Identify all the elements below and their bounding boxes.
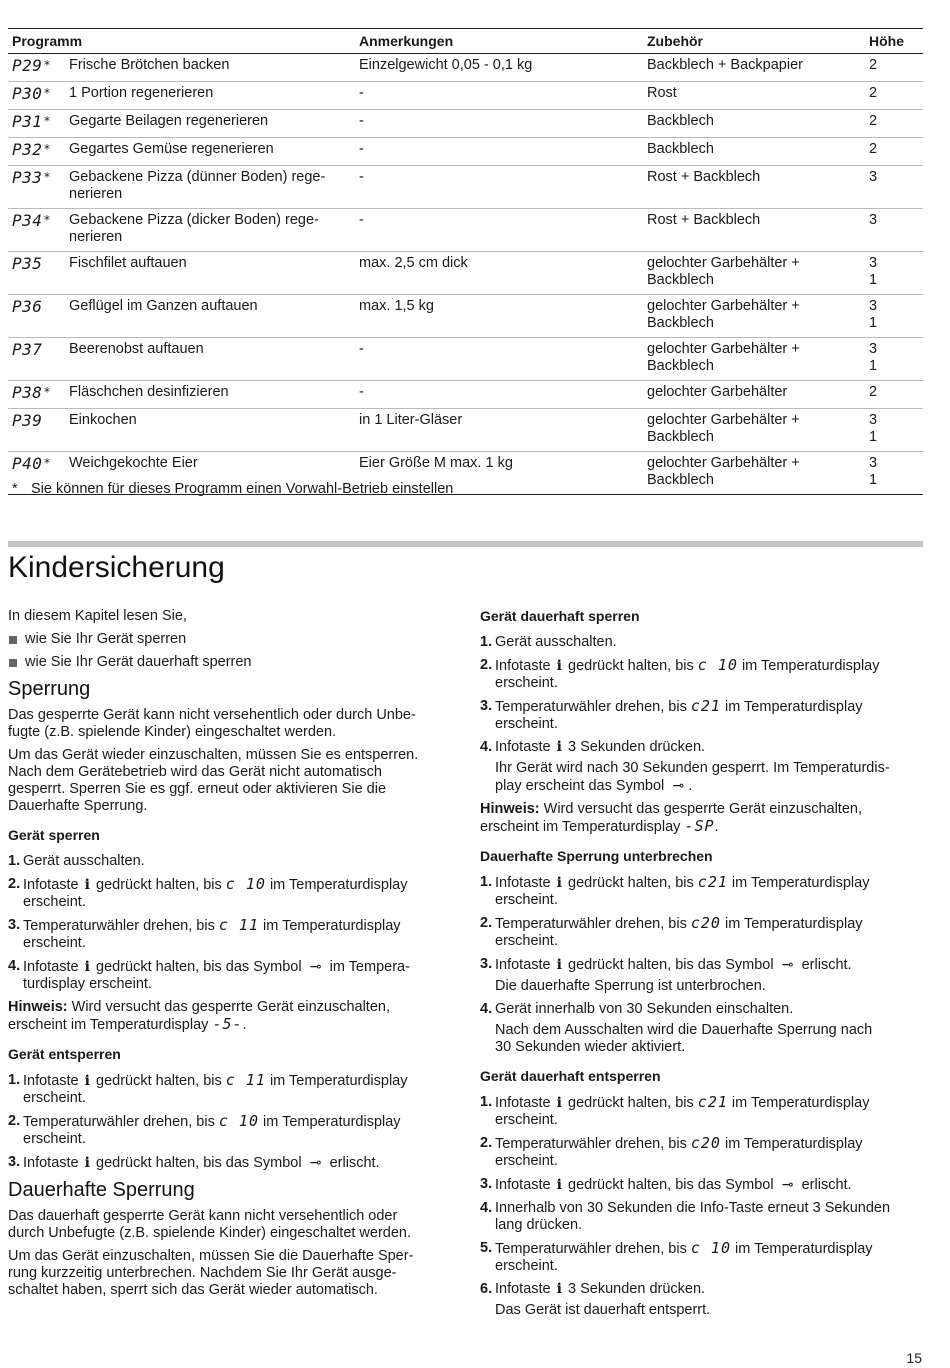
accessory-cell: Backblech + Backpapier	[647, 57, 803, 73]
list-item: wie Sie Ihr Gerät dauerhaft sperren	[8, 654, 448, 671]
display-code: c21	[697, 873, 728, 891]
info-key-icon: i	[84, 1073, 90, 1089]
step: 3. Infotaste i gedrückt halten, bis das Symbol ⊸ erlischt.	[8, 1154, 380, 1171]
accessory-cell: gelochter Garbehälter + Backblech	[647, 341, 800, 374]
lock-key-icon: ⊸	[309, 958, 322, 974]
display-code: c21	[690, 697, 721, 715]
notes-cell: in 1 Liter-Gläser	[359, 412, 463, 428]
accessory-cell: gelochter Garbehälter + Backblech	[647, 455, 800, 488]
display-code: c 10	[697, 656, 738, 674]
header-accessory: Zubehör	[647, 32, 703, 49]
display-code: -SP	[684, 817, 715, 835]
program-name: Geflügel im Ganzen auftauen	[69, 298, 258, 314]
height-cell: 2	[869, 113, 878, 129]
info-key-icon: i	[556, 875, 562, 891]
height-cell: 3	[869, 212, 878, 228]
lock-key-icon: ⊸	[309, 1154, 322, 1170]
lock-key-icon: ⊸	[781, 956, 794, 972]
height-cell: 2	[869, 57, 878, 73]
height-cell: 2	[869, 141, 878, 157]
paragraph: Um das Gerät einzuschalten, müssen Sie die Dauerhafte Sper- rung kurzzeitig unterbrechen. Nachdem Sie Ihr Gerät ausge- schaltet haben, sperrt sich das Gerät wieder automatisch.	[8, 1248, 414, 1298]
program-cell	[8, 341, 359, 375]
program-name: Fischfilet auftauen	[69, 255, 187, 271]
info-key-icon: i	[84, 877, 90, 893]
program-cell	[8, 169, 359, 203]
accessory-cell: Rost	[647, 85, 677, 101]
intro-text: In diesem Kapitel lesen Sie,	[8, 608, 187, 624]
height-cell: 2	[869, 384, 878, 400]
accessory-cell: gelochter Garbehälter	[647, 384, 788, 400]
step: 2. Temperaturwähler drehen, bis c 10 im Temperaturdisplay erscheint.	[8, 1112, 401, 1147]
step: 5. Temperaturwähler drehen, bis c 10 im Temperaturdisplay erscheint.	[480, 1239, 873, 1274]
height-cell: 2	[869, 85, 878, 101]
step: 1. Gerät ausschalten.	[8, 853, 145, 869]
accessory-cell: gelochter Garbehälter + Backblech	[647, 412, 800, 445]
accessory-cell: Rost + Backblech	[647, 169, 761, 185]
accessory-cell: Backblech	[647, 113, 714, 129]
table-row	[8, 338, 923, 381]
bullet-icon	[9, 659, 17, 667]
step: 1. Gerät ausschalten.	[480, 634, 617, 650]
height-cell: 3 1	[869, 455, 878, 488]
display-code: c 11	[218, 916, 259, 934]
heading-unterbrechen: Dauerhafte Sperrung unterbrechen	[480, 848, 713, 864]
program-code: P30*	[12, 84, 52, 103]
table-row	[8, 138, 923, 166]
step: 6. Infotaste i 3 Sekunden drücken. Das Gerät ist dauerhaft entsperrt.	[480, 1281, 711, 1318]
program-cell	[8, 85, 359, 104]
paragraph: Das gesperrte Gerät kann nicht versehentlich oder durch Unbe- fugte (z.B. spielende Kinder) eingeschaltet werden.	[8, 707, 416, 740]
program-name: Gebackene Pizza (dünner Boden) rege- nerieren	[69, 169, 326, 202]
step: 3. Temperaturwähler drehen, bis c 11 im Temperaturdisplay erscheint.	[8, 916, 401, 951]
step: 4. Infotaste i 3 Sekunden drücken. Ihr Gerät wird nach 30 Sekunden gesperrt. Im Temperaturdis- play erscheint das Symbol ⊸ .	[480, 739, 890, 794]
display-code: -5-	[212, 1015, 243, 1033]
program-cell	[8, 141, 359, 160]
program-name: Weichgekochte Eier	[69, 455, 198, 471]
heading-dauerhaft-sperren: Gerät dauerhaft sperren	[480, 608, 640, 624]
header-notes: Anmerkungen	[359, 32, 454, 49]
height-cell: 3 1	[869, 341, 878, 374]
page-number: 15	[906, 1350, 922, 1366]
info-key-icon: i	[84, 1155, 90, 1171]
display-code: c 10	[690, 1239, 731, 1257]
display-code: c 10	[218, 1112, 259, 1130]
table-row	[8, 409, 923, 452]
display-code: c 10	[225, 875, 266, 893]
notes-cell: -	[359, 141, 364, 157]
notes-cell: -	[359, 212, 364, 228]
step: 1. Infotaste i gedrückt halten, bis c21 im Temperaturdisplay erscheint.	[480, 1093, 870, 1128]
info-key-icon: i	[556, 658, 562, 674]
program-code: P29*	[12, 56, 52, 75]
height-cell: 3 1	[869, 255, 878, 288]
program-cell	[8, 298, 359, 332]
table-row	[8, 110, 923, 138]
program-code: P37	[12, 340, 43, 359]
program-cell	[8, 113, 359, 132]
program-code: P38*	[12, 383, 52, 402]
table-footnote: * Sie können für dieses Programm einen Vorwahl-Betrieb einstellen	[12, 481, 454, 497]
section-rule	[8, 541, 923, 547]
height-cell: 3	[869, 169, 878, 185]
step: 4. Gerät innerhalb von 30 Sekunden einschalten. Nach dem Ausschalten wird die Dauerhafte Sperrung nach 30 Sekunden wieder aktiviert.	[480, 1001, 873, 1055]
program-code: P39	[12, 411, 43, 430]
heading-dauerhafte-sperrung: Dauerhafte Sperrung	[8, 1179, 195, 1201]
program-code: P32*	[12, 140, 52, 159]
step: 2. Infotaste i gedrückt halten, bis c 10 im Temperaturdisplay erscheint.	[8, 875, 408, 910]
section-title: Kindersicherung	[8, 551, 225, 584]
notes-cell: -	[359, 85, 364, 101]
notes-cell: Einzelgewicht 0,05 - 0,1 kg	[359, 57, 533, 73]
step: 3. Infotaste i gedrückt halten, bis das Symbol ⊸ erlischt. Die dauerhafte Sperrung ist unterbrochen.	[480, 956, 852, 994]
bullet-icon	[9, 636, 17, 644]
notes-cell: Eier Größe M max. 1 kg	[359, 455, 513, 471]
program-cell	[8, 412, 359, 446]
step: 4. Innerhalb von 30 Sekunden die Info-Taste erneut 3 Sekunden lang drücken.	[480, 1200, 891, 1233]
step: 2. Temperaturwähler drehen, bis c20 im Temperaturdisplay erscheint.	[480, 914, 863, 949]
step: 1. Infotaste i gedrückt halten, bis c21 im Temperaturdisplay erscheint.	[480, 873, 870, 908]
program-cell	[8, 57, 359, 76]
paragraph: Um das Gerät wieder einzuschalten, müssen Sie es entsperren. Nach dem Gerätebetrieb wird das Gerät nicht automatisch gesperrt. Sperren Sie es ggf. erneut oder aktivieren Sie die Dauerhafte Sperrung.	[8, 747, 419, 814]
info-key-icon: i	[556, 1095, 562, 1111]
info-key-icon: i	[556, 1281, 562, 1297]
notes-cell: -	[359, 169, 364, 185]
info-key-icon: i	[556, 1177, 562, 1193]
program-name: Frische Brötchen backen	[69, 57, 230, 73]
height-cell: 3 1	[869, 412, 878, 445]
step: 1. Infotaste i gedrückt halten, bis c 11 im Temperaturdisplay erscheint.	[8, 1071, 408, 1106]
program-code: P35	[12, 254, 43, 273]
display-code: c20	[690, 1134, 721, 1152]
program-code: P33*	[12, 168, 52, 187]
accessory-cell: gelochter Garbehälter + Backblech	[647, 255, 800, 288]
program-name: Fläschchen desinfizieren	[69, 384, 229, 400]
hint: Hinweis: Wird versucht das gesperrte Gerät einzuschalten, erscheint im Temperaturdisplay -5-.	[8, 999, 390, 1033]
heading-geraet-sperren: Gerät sperren	[8, 827, 100, 843]
step: 3. Infotaste i gedrückt halten, bis das Symbol ⊸ erlischt.	[480, 1176, 852, 1193]
table-row	[8, 54, 923, 82]
heading-dauerhaft-entsperren: Gerät dauerhaft entsperren	[480, 1068, 661, 1084]
step: 2. Temperaturwähler drehen, bis c20 im Temperaturdisplay erscheint.	[480, 1134, 863, 1169]
table-row	[8, 252, 923, 295]
table-row	[8, 82, 923, 110]
table-row	[8, 381, 923, 409]
notes-cell: -	[359, 384, 364, 400]
info-key-icon: i	[556, 739, 562, 755]
info-key-icon: i	[556, 957, 562, 973]
program-table	[8, 28, 923, 495]
height-cell: 3 1	[869, 298, 878, 331]
program-cell	[8, 212, 359, 246]
program-cell	[8, 255, 359, 289]
program-code: P34*	[12, 211, 52, 230]
display-code: c21	[697, 1093, 728, 1111]
program-name: Gegarte Beilagen regenerieren	[69, 113, 269, 129]
header-height: Höhe	[869, 32, 904, 49]
right-column	[480, 608, 925, 1325]
notes-cell: max. 1,5 kg	[359, 298, 434, 314]
step: 2. Infotaste i gedrückt halten, bis c 10 im Temperaturdisplay erscheint.	[480, 656, 880, 691]
info-key-icon: i	[84, 959, 90, 975]
program-name: Gebackene Pizza (dicker Boden) rege- nerieren	[69, 212, 319, 245]
accessory-cell: gelochter Garbehälter + Backblech	[647, 298, 800, 331]
step: 4. Infotaste i gedrückt halten, bis das Symbol ⊸ im Tempera- turdisplay erscheint.	[8, 958, 410, 992]
program-code: P40*	[12, 454, 52, 473]
lock-key-icon: ⊸	[781, 1176, 794, 1192]
list-item: wie Sie Ihr Gerät sperren	[8, 631, 448, 648]
heading-sperrung: Sperrung	[8, 678, 91, 700]
left-column	[8, 608, 448, 1305]
paragraph: Das dauerhaft gesperrte Gerät kann nicht versehentlich oder durch Unbefugte (z.B. spielende Kinder) eingeschaltet werden.	[8, 1208, 412, 1241]
table-row	[8, 295, 923, 338]
display-code: c 11	[225, 1071, 266, 1089]
program-code: P31*	[12, 112, 52, 131]
step: 3. Temperaturwähler drehen, bis c21 im Temperaturdisplay erscheint.	[480, 697, 863, 732]
program-name: 1 Portion regenerieren	[69, 85, 214, 101]
program-name: Einkochen	[69, 412, 137, 428]
accessory-cell: Backblech	[647, 141, 714, 157]
notes-cell: -	[359, 341, 364, 357]
table-row	[8, 166, 923, 209]
table-row	[8, 209, 923, 252]
table-header	[8, 29, 923, 54]
accessory-cell: Rost + Backblech	[647, 212, 761, 228]
heading-geraet-entsperren: Gerät entsperren	[8, 1046, 121, 1062]
program-name: Beerenobst auftauen	[69, 341, 204, 357]
lock-key-icon: ⊸	[672, 777, 685, 793]
program-code: P36	[12, 297, 43, 316]
notes-cell: max. 2,5 cm dick	[359, 255, 468, 271]
program-cell	[8, 384, 359, 403]
notes-cell: -	[359, 113, 364, 129]
header-program: Programm	[12, 32, 83, 49]
hint: Hinweis: Wird versucht das gesperrte Gerät einzuschalten, erscheint im Temperaturdisplay -SP.	[480, 801, 862, 835]
program-name: Gegartes Gemüse regenerieren	[69, 141, 274, 157]
display-code: c20	[690, 914, 721, 932]
